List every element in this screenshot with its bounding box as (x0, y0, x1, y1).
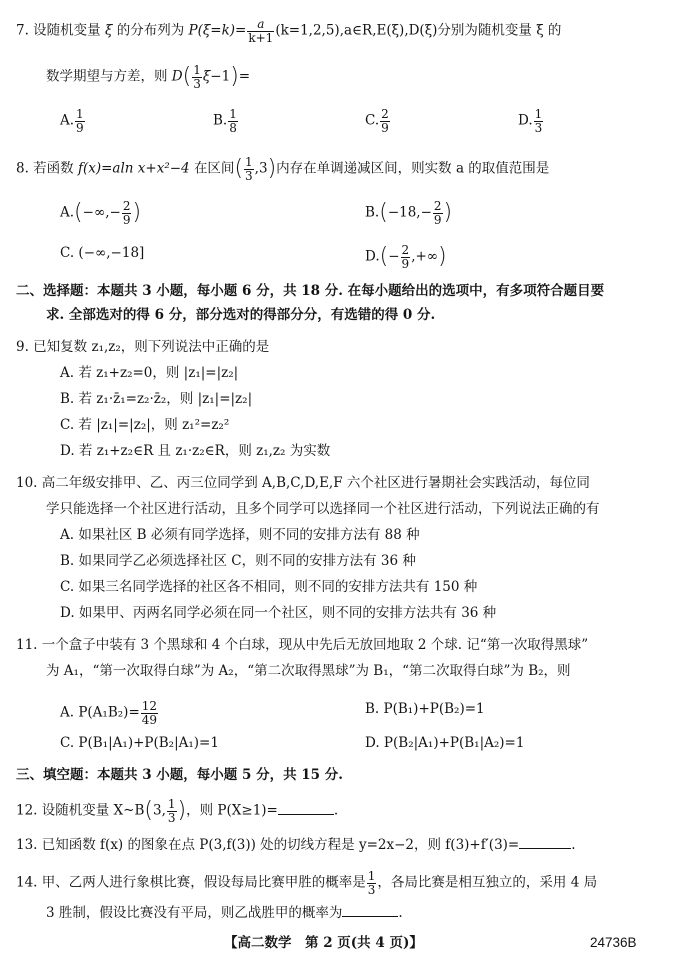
q7-line2: 数学期望与方差，则 D( $\frac{1}{3}$ ξ−1)= (46, 63, 251, 91)
q11-option-b[interactable]: B. P(B₁)+P(B₂)=1 (365, 701, 485, 717)
q9-option-c[interactable]: C. 若 |z₁|=|z₂|，则 z₁²=z₂² (60, 417, 230, 433)
xi-symbol: ξ (104, 22, 113, 39)
q7-fraction: $\frac{a}{k+1}$ (248, 17, 274, 45)
q10-stem-line1: 10. 高二年级安排甲、乙、丙三位同学到 A,B,C,D,E,F 六个社区进行暑期社会实践活动，每位同 (16, 475, 590, 491)
q13-line: 13. 已知函数 f(x) 的图象在点 P(3,f(3)) 处的切线方程是 y=2x−2，则 f(3)+f′(3)= . (16, 837, 576, 853)
q9-option-a[interactable]: A. 若 z₁+z₂=0，则 |z₁|=|z₂| (60, 365, 239, 381)
q8-option-c[interactable]: C. (−∞,−18] (60, 245, 145, 261)
q14-answer-blank[interactable] (342, 904, 398, 917)
q11-option-c[interactable]: C. P(B₁|A₁)+P(B₂|A₁)=1 (60, 735, 219, 751)
section2-header-line1: 二、选择题：本题共 3 小题，每小题 6 分，共 18 分. 在每小题给出的选项中，有多项符合题目要 (16, 283, 605, 299)
q7-option-c[interactable]: C. $\frac{2}{9}$ (365, 107, 389, 135)
q8-option-a[interactable]: A.(−∞,− $\frac{2}{9}$ ) (60, 199, 142, 227)
q7-line1 (16, 18, 561, 44)
q7-line2-text: 数学期望与方差，则 (46, 68, 168, 85)
q10-stem-line2: 学只能选择一个社区进行活动，且多个同学可以选择同一个社区进行活动，下列说法正确的有 (46, 501, 600, 517)
section2-header-line2: 求. 全部选对的得 6 分，部分选对的得部分分，有选错的得 0 分. (46, 307, 436, 323)
q10-option-c[interactable]: C. 如果三名同学选择的社区各不相同，则不同的安排方法共有 150 种 (60, 579, 478, 595)
q9-option-b[interactable]: B. 若 z₁·z̄₁=z₂·z̄₂，则 |z₁|=|z₂| (60, 391, 253, 407)
q11-option-a[interactable]: A. P(A₁B₂)= $\frac{12}{49}$ (60, 699, 158, 727)
q7-option-b[interactable]: B. $\frac{1}{8}$ (213, 107, 237, 135)
q12-line: 12. 设随机变量 X~B(3, $\frac{1}{3}$ )，则 P(X≥1)= . (16, 797, 339, 825)
q9-stem: 9. 已知复数 z₁,z₂，则下列说法中正确的是 (16, 339, 270, 355)
q10-option-a[interactable]: A. 如果社区 B 必须有同学选择，则不同的安排方法有 88 种 (60, 527, 420, 543)
q11-stem-line2: 为 A₁，“第一次取得白球”为 A₂，“第二次取得黑球”为 B₁，“第二次取得白球”为 B₂，则 (46, 663, 571, 679)
q7-third: $\frac{1}{3}$ (193, 63, 201, 91)
q10-option-b[interactable]: B. 如果同学乙必须选择社区 C，则不同的安排方法有 36 种 (60, 553, 416, 569)
q11-option-d[interactable]: D. P(B₂|A₁)+P(B₁|A₂)=1 (365, 735, 525, 751)
q8-function: f(x)=aln x+x²−4 (77, 160, 190, 177)
q7-dist-text: 的分布列为 (116, 22, 185, 39)
footer-page-label: 【高二数学 第 2 页(共 4 页)】 (224, 935, 423, 951)
q9-option-d[interactable]: D. 若 z₁+z₂∈R 且 z₁·z₂∈R，则 z₁,z₂ 为实数 (60, 443, 331, 459)
q10-option-d[interactable]: D. 如果甲、丙两名同学必须在同一个社区，则不同的安排方法共有 36 种 (60, 605, 497, 621)
q7-condition: (k=1,2,5),a∈R,E(ξ),D(ξ)分别为随机变量 ξ 的 (275, 22, 562, 39)
q7-option-d[interactable]: D. $\frac{1}{3}$ (518, 107, 543, 135)
q8-option-d[interactable]: D.(− $\frac{2}{9}$ ,+∞) (365, 243, 447, 271)
section3-header: 三、填空题：本题共 3 小题，每小题 5 分，共 15 分. (16, 767, 343, 783)
q7-option-a[interactable]: A. $\frac{1}{9}$ (60, 107, 84, 135)
q12-answer-blank[interactable] (278, 802, 334, 815)
q14-line1: 14. 甲、乙两人进行象棋比赛，假设每局比赛甲胜的概率是 $\frac{1}{3}$ ，各局比赛是相互独立的，采用 4 局 (16, 869, 598, 897)
footer-paper-code: 24736B (590, 935, 637, 950)
q11-stem-line1: 11. 一个盒子中装有 3 个黑球和 4 个白球，现从中先后无放回地取 2 个球. 记“第一次取得黑球” (16, 637, 589, 653)
q8-line1: 8. 若函数 f(x)=aln x+x²−4 在区间( $\frac{1}{3}$ ,3)内存在单调递减区间，则实数 a 的取值范围是 (16, 155, 550, 183)
q7-lead: 7. 设随机变量 (16, 22, 101, 39)
q7-prob: P(ξ=k)= (188, 22, 247, 39)
q8-option-b[interactable]: B.(−18,− $\frac{2}{9}$ ) (365, 199, 453, 227)
q14-line2: 3 胜制，假设比赛没有平局，则乙战胜甲的概率为 . (46, 905, 403, 921)
q13-answer-blank[interactable] (519, 836, 571, 849)
